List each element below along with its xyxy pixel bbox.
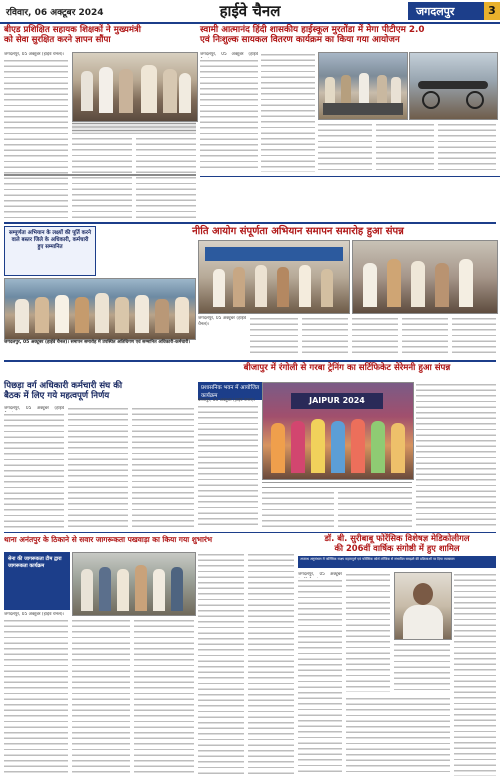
story5-body-col3 bbox=[132, 406, 194, 528]
story6-body-col2 bbox=[72, 618, 130, 776]
story7-body-col3 bbox=[346, 696, 450, 776]
page-number: 3 bbox=[484, 2, 500, 20]
story7-headline-line1: डॉ. बी. सुरीबाबू फोरेंसिक विशेषज्ञ मेडिकोलीगल bbox=[324, 533, 470, 543]
story6-body-col5 bbox=[248, 552, 294, 776]
story2-headline-line1: स्वामी आत्मानंद हिंदी शासकीय हाईस्कूल मुरतोंडा में मेगा पीटीएम 2.0 bbox=[200, 25, 425, 35]
story7-body-col5 bbox=[394, 642, 450, 692]
story6-sidebox bbox=[4, 552, 70, 610]
story5-body-col2 bbox=[68, 406, 128, 528]
story7-headline-line2: की 206वीं वार्षिक संगोष्ठी में हुए शामिल bbox=[334, 542, 460, 553]
divider-2 bbox=[4, 222, 496, 224]
story4-body-col4 bbox=[338, 490, 412, 528]
section-label bbox=[408, 2, 500, 20]
story4-dateline: बीजापुर, 05 अक्टूबर (हाईवे चैनल)। bbox=[198, 398, 256, 403]
story2-photo1 bbox=[318, 52, 408, 120]
story4-headline: बीजापुर में रंगोली से गरबा ट्रेनिंग का सर्टिफिकेट सेरेमनी हुआ संपन्न bbox=[243, 363, 451, 373]
divider-1 bbox=[200, 176, 500, 177]
story5-text-lines bbox=[4, 412, 64, 528]
story5-body-col1 bbox=[4, 406, 64, 528]
story3-photo1 bbox=[4, 278, 196, 340]
story6-body-col3 bbox=[134, 618, 194, 776]
story7-body-col4 bbox=[454, 572, 496, 776]
story4-body-col3 bbox=[262, 490, 334, 528]
story7-body-col1 bbox=[298, 572, 342, 776]
story1-text-lines bbox=[4, 58, 68, 218]
story7-portrait-photo bbox=[394, 572, 452, 640]
story1-spacer bbox=[4, 174, 196, 176]
story5-headline bbox=[4, 382, 194, 402]
story3-photo2 bbox=[198, 240, 350, 314]
story3-body-col3 bbox=[302, 316, 348, 356]
story3-side-heading: सम्पूर्णता अभियान के लक्ष्यों की पूर्ति करने वाले बस्तर जिले के अधिकारी, कर्मचारी हुए सम्मानित bbox=[9, 230, 91, 250]
story6-body-col1 bbox=[4, 612, 68, 776]
story2-dateline: जगदलपुर, 05 अक्टूबर (हाईवे bbox=[200, 52, 258, 57]
story3-body-col6 bbox=[452, 316, 496, 356]
story5-headline-line2: बैठक में लिए गये महत्वपूर्ण निर्णय bbox=[4, 390, 110, 401]
story1-body-col3 bbox=[136, 136, 196, 220]
story2-photo2 bbox=[409, 52, 498, 120]
story1-body-col1 bbox=[4, 52, 68, 220]
story4-kicker: प्रशासनिक भवन में आयोजित कार्यक्रम bbox=[198, 382, 264, 400]
story3-body-col5 bbox=[402, 316, 448, 356]
story6-dateline: जगदलपुर, 05 अक्टूबर (हाईवे चैनल)। bbox=[4, 612, 65, 617]
story1-caption bbox=[72, 122, 196, 134]
story3-photo3 bbox=[352, 240, 498, 314]
story3-dateline: जगदलपुर, 05 अक्टूबर (हाईवे चैनल)। bbox=[198, 316, 246, 327]
newspaper-name: हाईवे चैनल bbox=[219, 2, 281, 20]
story3-body-col1 bbox=[198, 316, 246, 356]
story5-headline-line1: पिछड़ा वर्ग अधिकारी कर्मचारी संघ की bbox=[4, 381, 123, 391]
story7-subline: अपराध अनुसंधान में फोरेंसिक साक्ष्य महत्वपूर्ण एवं फोरेंसिक कोर्स लॉजिक से संभावित समझने की प्रक्रियाओं पर दिया व्याख्यान bbox=[298, 556, 496, 568]
story1-headline-line2: को सेवा सुरक्षित करने ज्ञापन सौंपा bbox=[4, 34, 111, 45]
story3-body-col2 bbox=[250, 316, 298, 356]
story6-body-col4 bbox=[198, 552, 244, 776]
story2-text-lines bbox=[200, 58, 258, 172]
story2-headline-line2: एवं निःशुल्क सायकल वितरण कार्यक्रम का किया गया आयोजन bbox=[200, 35, 400, 46]
story4-body-col2 bbox=[416, 382, 496, 528]
story3-sidebox bbox=[4, 226, 96, 276]
story3-caption: जगदलपुर, 05 अक्टूबर (हाईवे चैनल)। समापन समारोह में उपस्थित अतिथिगण एवं सम्मानित अधिकारी-कर्मचारी। bbox=[4, 340, 194, 356]
story2-body-col3 bbox=[318, 122, 372, 172]
story1-body-col2 bbox=[72, 136, 132, 220]
story7-dateline: जगदलपुर, 05 अक्टूबर bbox=[298, 572, 342, 577]
story6-text-lines bbox=[4, 618, 68, 776]
story2-body-col1 bbox=[200, 52, 258, 172]
issue-date: रविवार, 06 अक्टूबर 2024 bbox=[6, 8, 104, 18]
story5-dateline: जगदलपुर, 05 अक्टूबर (हाईवे bbox=[4, 406, 64, 411]
story4-body-col1 bbox=[198, 398, 258, 528]
story6-headline: थाना अनंतपुर के ठिकाने से सवार जागरूकता पखवाड़ा का किया गया शुभारंभ bbox=[4, 535, 213, 544]
story2-body-col5 bbox=[438, 122, 496, 172]
story6-sidebox-text: सेना की जागरूकता टीम द्वारा जागरूकता कार्यक्रम bbox=[8, 556, 62, 569]
story6-photo bbox=[72, 552, 196, 616]
story4-text-lines bbox=[198, 404, 258, 528]
story2-headline bbox=[200, 25, 498, 45]
section-name: जगदलपुर bbox=[416, 4, 455, 18]
story2-body-col2 bbox=[261, 52, 315, 172]
story7-headline bbox=[298, 534, 496, 553]
story7-text-lines bbox=[298, 578, 342, 776]
divider-3 bbox=[4, 360, 496, 362]
story3-body-col4 bbox=[352, 316, 398, 356]
story4-banner: JAIPUR 2024 bbox=[291, 393, 383, 409]
story1-headline-line1: बीएड प्रशिक्षित सहायक शिक्षकों ने मुख्यमंत्री bbox=[4, 25, 141, 35]
story1-dateline: जगदलपुर, 05 अक्टूबर (हाईवे चैनल)। bbox=[4, 52, 65, 57]
story7-body-col2 bbox=[346, 572, 390, 692]
story1-photo bbox=[72, 52, 198, 122]
story4-photo bbox=[262, 382, 414, 480]
story4-caption bbox=[262, 480, 412, 488]
story1-headline bbox=[4, 26, 194, 46]
story2-body-col4 bbox=[376, 122, 434, 172]
story3-headline: नीति आयोग संपूर्णता अभियान समापन समारोह हुआ संपन्न bbox=[192, 226, 404, 237]
